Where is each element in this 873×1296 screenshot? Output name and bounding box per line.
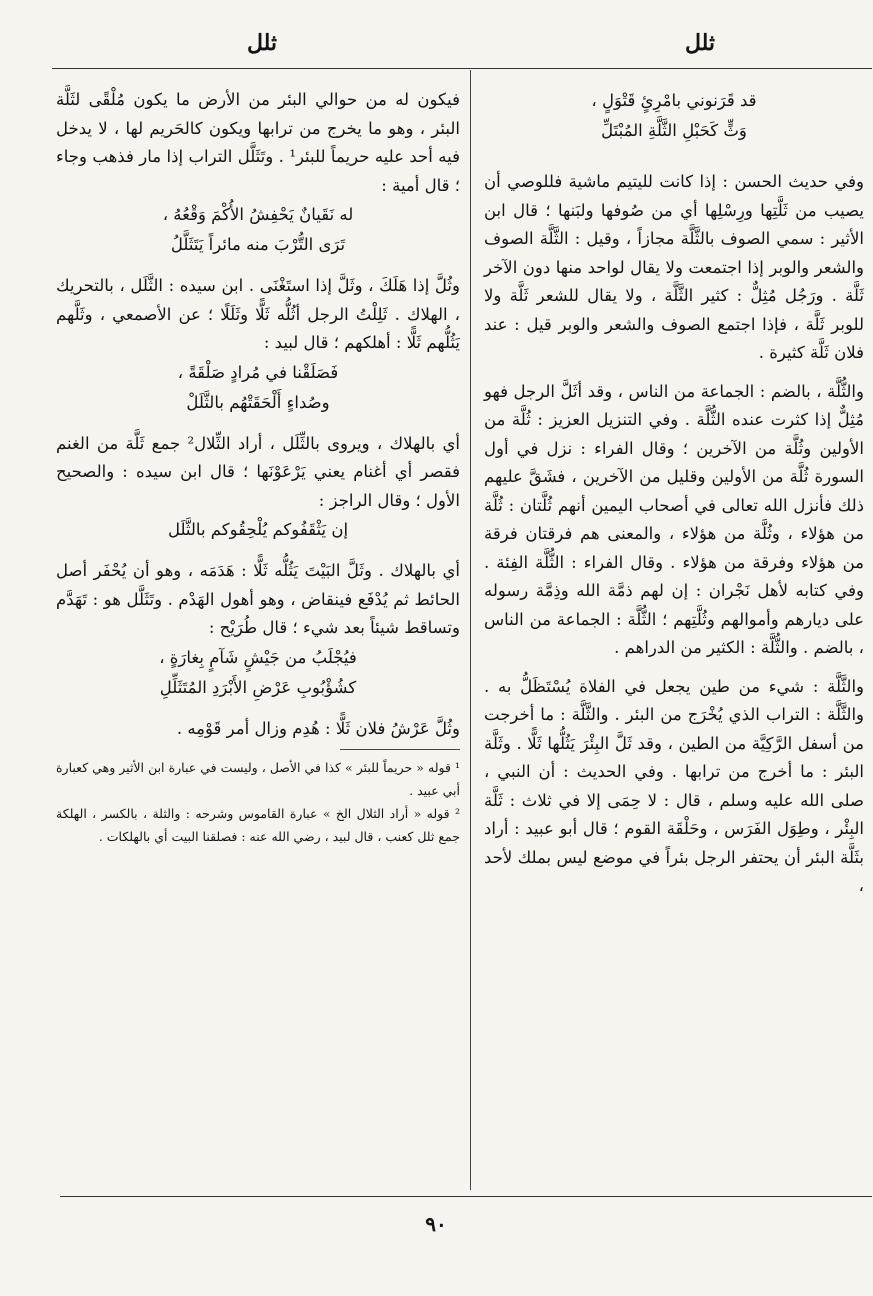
verse-line: قد قَرَنوني بامْرِئٍ قَتْوَلٍ ، <box>591 91 757 110</box>
verse-line: له نَقَيانٌ يَحْفِشُ الأُكْمَ وَقْعُهُ ، <box>162 205 354 224</box>
paragraph: أي بالهلاك . وثَلَّ البَيْتَ يَثُلُّه ثَلًّا : هَدَمَه ، وهو أن يُحْفَر أصل الحائط ثم يُدْفَع فينقاض ، وهو أهول الهَدْم . وتَثَلَّل هو : تَهَدَّم وتساقط شيئاً بعد شيء ؛ قال طُرَيْح : <box>56 561 460 637</box>
poem-verse <box>56 200 460 260</box>
poem-verse <box>56 515 460 545</box>
footer-rule <box>60 1196 872 1197</box>
verse-line: تَرَى التُّرْبَ منه مائراً يَتَثَلَّلُ <box>170 235 346 254</box>
paragraph: وفي حديث الحسن : إذا كانت لليتيم ماشية فللوصي أن يصيب من ثَلَّتِها ورِسْلِها أي من صُوفها ولبَنها ؛ قال ابن الأثير : سمي الصوف بالثَّلَّة مجازاً ، وقيل : الثَّلَّة الصوف والشعر والوبر إذا اجتمعت ولا يقال لواحد منها دون الآخر ثَلَّة . ورَجُل مُثِلٌّ : كثير الثَّلَّة ، ولا يقال للشعر ثَلَّة ولا للوبر ثَلَّة ، فإذا اجتمع الصوف والشعر والوبر قيل : عند فلان ثَلَّة كثيرة . <box>484 172 864 362</box>
paragraph: والثُّلَّة ، بالضم : الجماعة من الناس ، وقد أثَلَّ الرجل فهو مُثِلٌّ إذا كثرت عنده الثُّلَّة . وفي التنزيل العزيز : ثُلَّة من الأولين وثُلَّة من الآخرين ؛ وقال الفراء : نزل في أول السورة ثُلَّة من الأولين وقليل من الآخرين ، فشَقَّ عليهم ذلك فأنزل الله تعالى في أصحاب اليمين أنهم ثُلَّتان : ثُلَّة من هؤلاء ، وثُلَّة من هؤلاء ، والمعنى هم فرقتان فرقة من هؤلاء وفرقة من هؤلاء . وقال الفراء : الثُّلَّة الفِئة . وفي كتابه لأهل نَجْران : إن لهم ذمَّة الله وذِمَّة رسوله على ديارهم وأموالهم وثُلَّتِهم ؛ الثُّلَّة : الجماعة من الناس ، بالضم . والثُّلَّة : الكثير من الدراهم . <box>484 381 864 657</box>
footnote-rule <box>340 749 460 750</box>
paragraph: والثَّلَّة : شيء من طين يجعل في الفلاة يُسْتَظَلُّ به . والثَّلَّة : التراب الذي يُخْرَج من البئر . والثَّلَّة : ما أخرجت من أسفل الرَّكِيَّة من الطين ، وقد ثَلَّ البِئْرَ يَثُلُّها ثَلًّا . وثَلَّة البئر : ما أخرج من ترابها . وفي الحديث : أن النبي ، صلى الله عليه وسلم ، قال : لا حِمَى إلا في ثلاث : ثَلَّة البِئْر ، وطِوَل الفَرَس ، وحَلْقَة القوم ؛ قال أبو عبيد : أراد بثَلَّة البئر أن يحتفر الرجل بئراً في موضع ليس بملك لأحد ، <box>484 676 864 895</box>
paragraph: وثُلَّ عَرْشُ فلان ثَلًّا : هُدِم وزال أمر قَوْمِه . <box>176 718 460 738</box>
verse-line: كشُؤْبُوبِ عَرْضِ الأَبْرَدِ المُتَثَلِّلِ <box>159 677 357 697</box>
paragraph: فيكون له من حوالي البئر من الأرض ما يكون مُلْقًى لثَلَّة البئر ، وهو ما يخرج من ترابها ويكون كالحَريم لها ، لا يدخل فيه أحد عليه حريماً للبئر¹ . وتَثَلَّل التراب إذا مار فذهب وجاء ؛ قال أمية : <box>56 90 460 195</box>
paragraph: وثُلَّ إذا هَلَكَ ، وثَلَّ إذا استَغْنَى . ابن سيده : الثَّلَل ، بالتحريك ، الهلاك . ثَلِلْتُ الرجل أثُلُّه ثَلًّا وثَلَلًا ؛ عن الأصمعي ، وثَلَّهم يَثُلُّهم ثَلًّا : أهلكهم ؛ قال لبيد : <box>56 276 460 352</box>
paragraph: أي بالهلاك ، ويروى بالثِّلَل ، أراد الثِّلال² جمع ثَلَّة من الغنم فقصر أي أغنام يعني يَرْعَوْنَها ؛ قال ابن سيده : والصحيح الأول ؛ وقال الراجز : <box>56 433 460 510</box>
left-column <box>56 86 460 848</box>
right-column <box>484 86 864 901</box>
header-rule <box>52 68 872 69</box>
header-entry-word-left: ثلل <box>246 30 278 56</box>
column-divider <box>470 70 471 1190</box>
page-number: ٩٠ <box>425 1212 447 1236</box>
poem-verse <box>56 358 460 418</box>
verse-line: إن يَثْقَفُوكم يُلْحِقُوكم بالثَّلَل <box>167 520 349 539</box>
verse-line: فيُجْلَبُ من جَيْشٍ شَآمٍ بِغارَةٍ ، <box>159 647 357 667</box>
verse-line: وَثٍّ كَحَبْلِ الثَّلَّةِ المُبْتَلِّ <box>601 121 747 140</box>
poem-verse <box>56 643 460 703</box>
verse-line: فَصَلَقْنا في مُرادٍ صَلْقَةً ، <box>177 362 339 382</box>
verse-line: وصُداءٍ أَلْحَقَتْهُم بالثَّلَلْ <box>186 392 330 412</box>
footnote: ¹ قوله « حريماً للبئر » كذا في الأصل ، وليست في عبارة ابن الأثير وهي كعبارة أبي عبيد . <box>56 760 460 798</box>
header-entry-word-right: ثلل <box>684 30 716 56</box>
poem-verse <box>484 86 864 146</box>
footnote: ² قوله « أراد الثلال الخ » عبارة القاموس وشرحه : والثلة ، بالكسر ، الهلكة جمع ثلل كعنب ، قال لبيد ، رضي الله عنه : فصلقنا البيت أي بالهلكات . <box>56 806 460 844</box>
